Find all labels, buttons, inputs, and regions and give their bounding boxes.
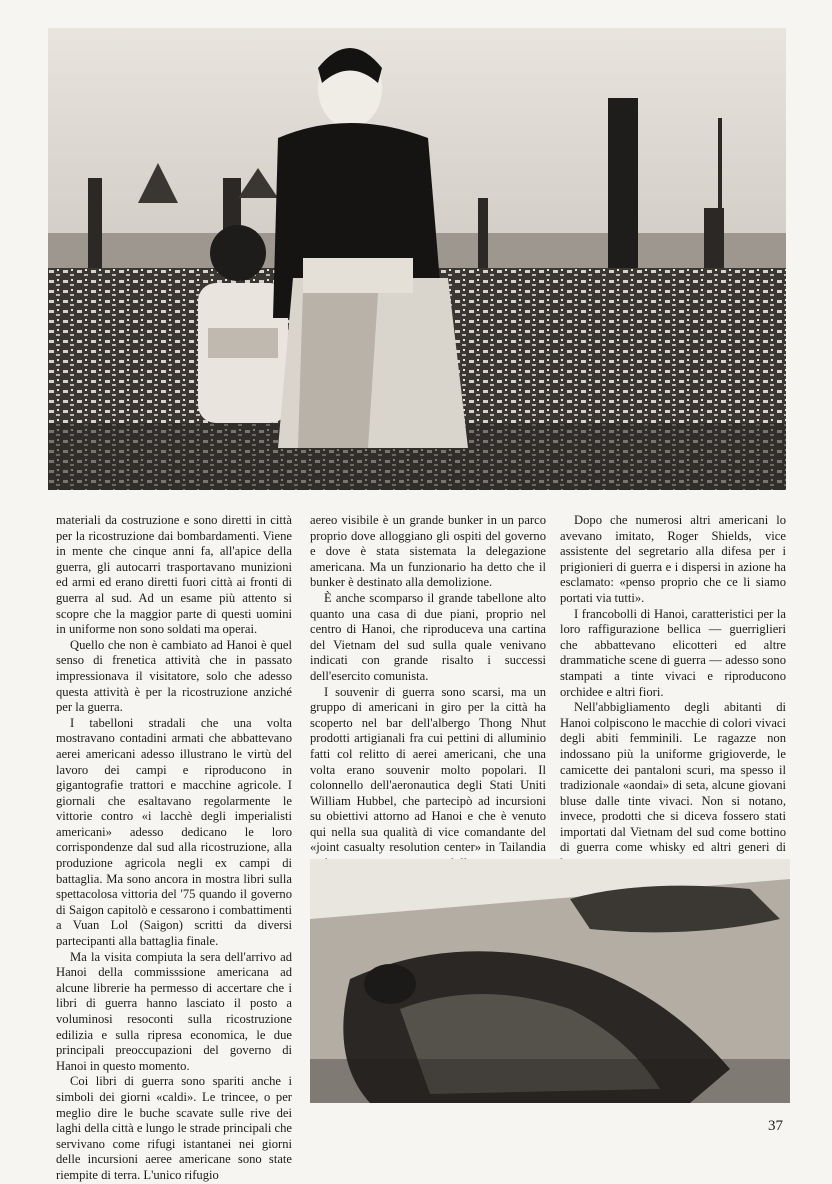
page-number: 37 bbox=[768, 1118, 783, 1134]
paragraph: Quello che non è cambiato ad Hanoi è quel senso di frenetica attività che in passato impressionava il visitatore, solo che adesso questa attività è per la ricostruzione anziché per la guerra. bbox=[56, 637, 292, 715]
article-column-3 bbox=[560, 513, 786, 853]
paragraph: Coi libri di guerra sono spariti anche i simboli dei giorni «caldi». Le trincee, o per meglio dire le buche scavate sulle rive dei laghi della città e lungo le strade principali che servivano come rifugi istantanei nei giorni delle incursioni aeree americane sono state riempite di terra. L'unico rifugio bbox=[56, 1074, 292, 1182]
paragraph: Ma la visita compiuta la sera dell'arrivo ad Hanoi della commisssione americana ad alcune librerie ha permesso di accertare che i libri di guerra hanno lasciato il posto a voluminosi resoconti sulla ricostruzione edilizia e sulla ripresa economica, le due principali preoccupazioni del governo di Hanoi in questo momento. bbox=[56, 949, 292, 1073]
paragraph: I tabelloni stradali che una volta mostravano contadini armati che abbattevano aerei americani adesso illustrano le virtù del lavoro dei campi e riproducono in gigantografie trattori e macchine agricole. I giornali che esaltavano regolarmente le vittorie contro «i lacchè degli imperialisti americani» adesso dedicano le loro corrispondenze dal sud alla ricostruzione, alla produzione agricola negli ex campi di battaglia. Ma sono ancora in mostra libri sulla spettacolosa vittoria del '75 quando il governo di Saigon capitolò e cessarono i combattimenti a Vuan Lol (Saigon) scritti da diversi partecipanti alla battaglia finale. bbox=[56, 715, 292, 949]
article-column-2 bbox=[310, 513, 546, 853]
paragraph: materiali da costruzione e sono diretti in città per la ricostruzione dai bombardamenti. Viene in mente che cinque anni fa, all'apice della guerra, gli autocarri trasportavano munizioni ed armi ed erano diretti fuori città ai fronti di guerra al sud. Ad un esame più attento si scopre che la maggior parte di questi uomini in uniforme non sono soldati ma operai. bbox=[56, 513, 292, 637]
paragraph: I souvenir di guerra sono scarsi, ma un gruppo di americani in giro per la città ha scoperto nel bar dell'albergo Thong Nhut prodotti artigianali fra cui pettini di alluminio fatti col relitto di aerei americani, che una volta erano souvenir molto popolari. Il colonnello dell'aeronautica degli Stati Uniti William Hubbel, che partecipò ad incursioni su obiettivi attorno ad Hanoi e che è venuto qui nella sua qualità di vice comandante del «joint casualty resolution center» in Tailandia bbox=[310, 684, 546, 855]
paragraph: Dopo che numerosi altri americani lo avevano imitato, Roger Shields, vice assistente del segretario alla difesa per i prigionieri di guerra e i dispersi in azione ha esclamato: «penso proprio che ce li siamo portati via tutti». bbox=[560, 513, 786, 605]
photo-bodies-ground bbox=[310, 859, 790, 1103]
article-column-1 bbox=[56, 513, 292, 1182]
paragraph: aereo visibile è un grande bunker in un parco proprio dove alloggiano gli ospiti del governo e dove è stata sistemata la delegazione americana. Ma un funzionario ha detto che il bunker è destinato alla demolizione. bbox=[310, 513, 546, 590]
paragraph: È anche scomparso il grande tabellone alto quanto una casa di due piani, proprio nel centro di Hanoi, che riproduceva una cartina del Vietnam del sud sulla quale venivano indicati con grande risalto i successi dell'esercito comunista. bbox=[310, 590, 546, 683]
photo-ruins-woman-child bbox=[48, 28, 786, 490]
paragraph: Nell'abbigliamento degli abitanti di Hanoi colpiscono le macchie di colori vivaci degli abiti femminili. Le ragazze non indossano più la uniforme grigioverde, le camicette dei pantaloni scuri, ma spesso il tradizionale «aondai» di seta, alcune giovani bluse dalle tinte vivaci. Non si notano, invece, prodotti che si diceva fossero stati importati dal Vietnam del sud come bottino di guerra come whisky ed altri generi di bbox=[560, 700, 786, 855]
paragraph: I francobolli di Hanoi, caratteristici per la loro raffigurazione bellica — guerriglieri che abbattevano elicotteri ed altre drammatiche scene di guerra — adesso sono stampati a tinte vivaci e riproducono orchidee e altri fiori. bbox=[560, 606, 786, 699]
